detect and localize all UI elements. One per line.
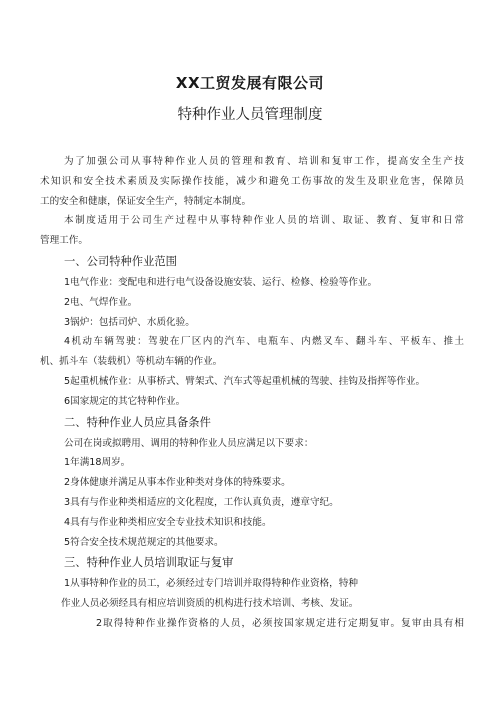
section-heading: 三、特种作业人员培训取证与复审 xyxy=(64,556,234,570)
list-item: 1从事特种作业的员工，必须经过专门培训并取得特种作业资格，特种 xyxy=(64,578,358,590)
list-item: 3具有与作业种类相适应的文化程度，工作认真负责，遵章守纪。 xyxy=(64,496,339,508)
paragraph-line: 管理工作。 xyxy=(40,235,88,247)
list-item: 2取得特种作业操作资格的人员，必须按国家规定进行定期复审。复审由具有相 xyxy=(96,617,464,629)
list-item: 2电、气焊作业。 xyxy=(64,296,138,308)
list-item: 1年满18周岁。 xyxy=(64,457,131,469)
document-title: 特种作业人员管理制度 xyxy=(177,107,323,123)
list-item: 4机动车辆驾驶：驾驶在厂区内的汽车、电瓶车、内燃叉车、翻斗车、平板车、推土 xyxy=(64,336,464,348)
section-heading: 一、公司特种作业范围 xyxy=(64,254,177,268)
paragraph-line: 公司在岗或拟聘用、调用的特种作业人员应满足以下要求： xyxy=(64,437,314,449)
list-item: 5符合安全技术规范规定的其他要求。 xyxy=(64,536,224,548)
paragraph-line: 工的安全和健康，保证安全生产，特制定本制度。 xyxy=(40,195,252,207)
section-heading: 二、特种作业人员应具备条件 xyxy=(64,415,211,429)
list-item: 1电气作业：变配电和进行电气设备设施安装、运行、检修、检验等作业。 xyxy=(64,276,378,288)
list-item: 3锅炉：包括司炉、水质化验。 xyxy=(64,316,195,328)
list-item: 作业人员必须经具有相应培训资质的机构进行技术培训、考核、发证。 xyxy=(61,598,359,610)
list-item: 2身体健康并满足从事本作业种类对身体的特殊要求。 xyxy=(64,477,291,489)
list-item: 5起重机械作业：从事桥式、臂架式、汽车式等起重机械的驾驶、挂钩及指挥等作业。 xyxy=(64,375,426,387)
paragraph-line: 为了加强公司从事特种作业人员的管理和教育、培训和复审工作，提高安全生产技 xyxy=(64,156,464,167)
document-body xyxy=(40,152,464,634)
company-name: XX工贸发展有限公司 xyxy=(175,74,325,92)
list-item: 机、抓斗车（装载机）等机动车辆的作业。 xyxy=(40,356,223,368)
paragraph-line: 本制度适用于公司生产过程中从事特种作业人员的培训、取证、教育、复审和日常 xyxy=(64,215,464,227)
list-item: 4具有与作业种类相应安全专业技术知识和技能。 xyxy=(64,516,272,528)
paragraph-line: 术知识和安全技术素质及实际操作技能，减少和避免工伤事故的发生及职业危害，保障员 xyxy=(40,175,464,187)
list-item: 6国家规定的其它特种作业。 xyxy=(64,395,186,407)
